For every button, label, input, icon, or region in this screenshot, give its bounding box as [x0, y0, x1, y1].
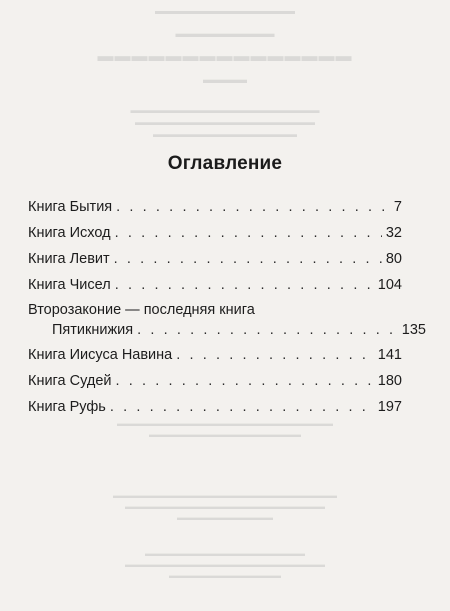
bleed-through-text: ▬▬▬▬▬▬▬▬▬▬▬▬▬▬	[155, 6, 295, 17]
bleed-through-text: ▬▬▬▬▬▬▬▬▬▬▬▬▬▬▬▬▬▬▬▬▬▬▬▬▬▬▬▬ ▬▬▬▬▬▬▬▬▬▬▬▬▬▬▬▬▬▬▬▬▬▬▬▬▬ ▬▬▬▬▬▬▬▬▬▬▬▬	[113, 491, 337, 522]
dot-leader	[114, 249, 382, 269]
toc-entry-title: Книга Судей	[28, 373, 112, 389]
toc-entry-page: 180	[377, 373, 402, 389]
dot-leader	[115, 223, 382, 243]
toc-entry-page: 135	[401, 322, 426, 338]
toc-entry-title: Второзаконие — последняя книга	[28, 302, 255, 318]
toc-entry	[28, 223, 402, 243]
toc-entry-page: 197	[377, 399, 402, 415]
toc-entry-title: Книга Руфь	[28, 399, 106, 415]
bleed-through-text: ▬▬▬▬	[203, 74, 247, 86]
dot-leader	[115, 275, 374, 295]
bleed-through-text: ▬▬▬▬▬▬▬▬▬▬▬▬▬▬▬▬▬▬▬▬ ▬▬▬▬▬▬▬▬▬▬▬▬▬▬▬▬▬▬▬▬▬▬▬▬▬ ▬▬▬▬▬▬▬▬▬▬▬▬▬▬	[125, 549, 325, 580]
toc-entry	[28, 275, 402, 295]
toc-entry	[28, 300, 426, 340]
toc-entry	[28, 197, 402, 217]
dot-leader	[137, 320, 398, 340]
toc-entry-page: 141	[377, 347, 402, 363]
dot-leader	[110, 397, 374, 417]
toc-entry	[28, 345, 402, 365]
toc-entry	[28, 371, 402, 391]
toc-entry	[28, 397, 402, 417]
toc-entry-page: 7	[393, 199, 402, 215]
bleed-through-text: ▬▬▬▬▬▬▬▬▬▬▬▬▬▬▬▬▬▬▬▬▬▬▬▬▬▬▬ ▬▬▬▬▬▬▬▬▬▬▬▬▬▬▬▬▬▬▬	[117, 419, 333, 439]
toc-entry	[28, 249, 402, 269]
toc-entry-title: Книга Левит	[28, 251, 110, 267]
dot-leader	[176, 345, 374, 365]
toc-entry-page: 80	[385, 251, 402, 267]
dot-leader	[115, 371, 373, 391]
toc-entry-page: 104	[377, 277, 402, 293]
bleed-through-text: ▬▬▬▬▬▬▬▬▬▬▬▬▬▬▬▬▬▬▬▬▬ ▬▬▬▬▬▬▬▬▬▬▬▬▬▬▬▬▬▬▬▬ ▬▬▬▬▬▬▬▬▬▬▬▬▬▬▬▬	[130, 105, 320, 139]
toc-entry-title-continued: Пятикнижия	[52, 322, 134, 338]
bleed-through-text: ▬▬▬▬▬▬▬▬▬▬▬▬▬▬▬	[97, 48, 353, 65]
bleed-through-text: ▬▬▬▬▬▬▬▬▬	[175, 28, 275, 40]
toc-entry-title: Книга Бытия	[28, 199, 113, 215]
toc-entry-title: Книга Исход	[28, 225, 111, 241]
dot-leader	[116, 197, 390, 217]
toc-entry-title: Книга Чисел	[28, 277, 111, 293]
toc-entry-page: 32	[385, 225, 402, 241]
toc-entry-title: Книга Иисуса Навина	[28, 347, 173, 363]
toc-title: Оглавление	[167, 153, 283, 174]
